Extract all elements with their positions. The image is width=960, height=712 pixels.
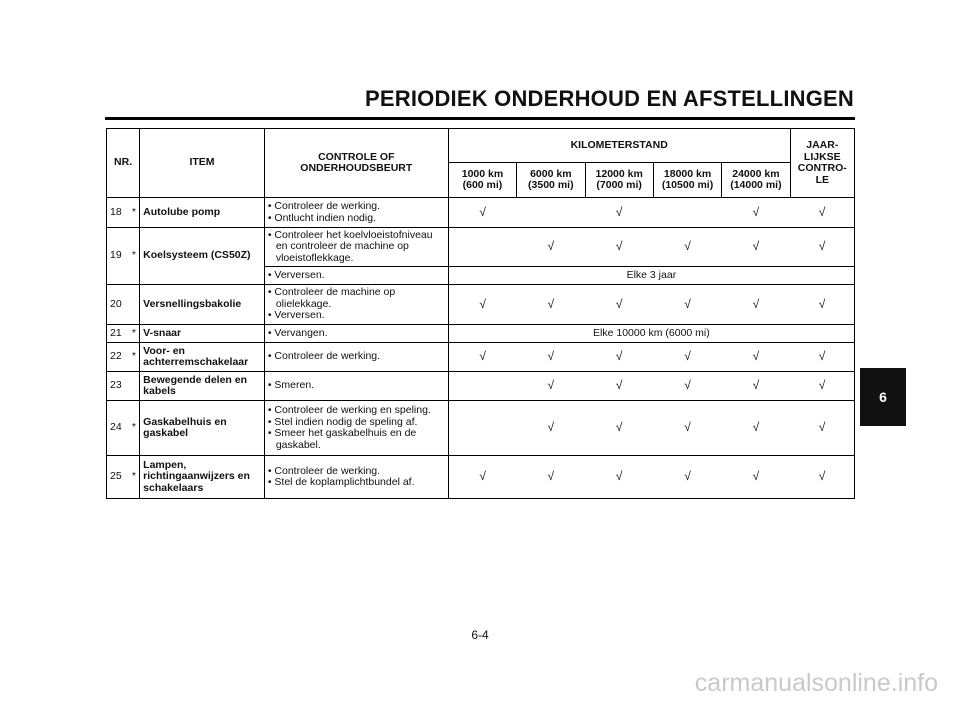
header-jaarlijks: JAAR- LIJKSE CONTRO- LE [790, 129, 854, 198]
header-km-6000: 6000 km (3500 mi) [517, 163, 585, 198]
empty-check-cell [448, 228, 516, 267]
check-mark: √ [790, 198, 854, 228]
empty-check-cell [448, 372, 516, 401]
check-mark: √ [585, 456, 653, 499]
row-number: 19 [107, 228, 129, 285]
table-row [107, 228, 855, 267]
row-star: * [129, 325, 140, 343]
check-mark: √ [517, 401, 585, 456]
header-km-12000: 12000 km (7000 mi) [585, 163, 653, 198]
check-mark: √ [653, 372, 721, 401]
check-mark: √ [653, 343, 721, 372]
check-mark: √ [448, 285, 516, 325]
header-km-18000: 18000 km (10500 mi) [653, 163, 721, 198]
check-mark: √ [517, 285, 585, 325]
row-item: Koelsysteem (CS50Z) [140, 228, 265, 285]
row-controls [264, 198, 448, 228]
row-number: 24 [107, 401, 129, 456]
row-item: Voor- en achterremschakelaar [140, 343, 265, 372]
row-number: 25 [107, 456, 129, 499]
check-mark: √ [517, 456, 585, 499]
control-line: • Vervangen. [267, 326, 328, 339]
row-star: * [129, 456, 140, 499]
watermark: carmanualsonline.info [694, 669, 938, 697]
control-line: • Controleer de machine op olielekkage. [267, 286, 396, 310]
row-controls [264, 456, 448, 499]
maintenance-table-body [107, 198, 855, 499]
check-mark: √ [790, 285, 854, 325]
row-controls [264, 372, 448, 401]
header-nr: NR. [107, 129, 140, 198]
control-line: • Controleer de werking en speling. [267, 404, 431, 416]
maintenance-table [106, 128, 855, 499]
check-mark: √ [585, 285, 653, 325]
row-number: 22 [107, 343, 129, 372]
check-mark: √ [653, 228, 721, 267]
check-mark: √ [722, 372, 790, 401]
header-km-24000: 24000 km (14000 mi) [722, 163, 790, 198]
check-mark: √ [653, 456, 721, 499]
check-mark: √ [653, 401, 721, 456]
chapter-tab: 6 [860, 368, 906, 426]
check-mark: √ [517, 372, 585, 401]
row-controls [264, 401, 448, 456]
control-line: • Controleer de werking. [267, 200, 381, 212]
check-mark: √ [722, 198, 790, 228]
check-mark: √ [790, 228, 854, 267]
header-km-1000: 1000 km (600 mi) [448, 163, 516, 198]
row-star: * [129, 228, 140, 285]
check-mark: √ [585, 228, 653, 267]
empty-check-cell [517, 198, 585, 228]
check-mark: √ [585, 401, 653, 456]
control-line: • Stel indien nodig de speling af. [267, 415, 418, 428]
control-line: • Ontlucht indien nodig. [267, 211, 376, 224]
control-line: • Smeren. [267, 379, 315, 392]
check-mark: √ [585, 372, 653, 401]
row-controls [264, 228, 448, 267]
row-number: 18 [107, 198, 129, 228]
table-row [107, 325, 855, 343]
check-mark: √ [585, 343, 653, 372]
check-mark: √ [448, 456, 516, 499]
row-number: 20 [107, 285, 129, 325]
row-star: * [129, 401, 140, 456]
check-mark: √ [585, 198, 653, 228]
table-row [107, 198, 855, 228]
check-mark: √ [790, 456, 854, 499]
title-rule [105, 117, 855, 120]
row-number: 23 [107, 372, 129, 401]
check-mark: √ [653, 285, 721, 325]
control-line: • Verversen. [267, 268, 325, 281]
control-line: • Stel de koplamplichtbundel af. [267, 476, 415, 488]
check-mark: √ [722, 228, 790, 267]
row-controls [264, 343, 448, 372]
row-item: Gaskabelhuis en gaskabel [140, 401, 265, 456]
row-star [129, 285, 140, 325]
row-controls [264, 267, 448, 285]
row-item: V-snaar [140, 325, 265, 343]
table-row [107, 456, 855, 499]
check-mark: √ [790, 343, 854, 372]
control-line: • Verversen. [267, 309, 325, 322]
interval-text: Elke 10000 km (6000 mi) [448, 325, 854, 343]
check-mark: √ [448, 343, 516, 372]
check-mark: √ [790, 372, 854, 401]
table-row [107, 401, 855, 456]
row-item: Autolube pomp [140, 198, 265, 228]
row-item: Lampen, richtingaanwijzers en schakelaars [140, 456, 265, 499]
table-row [107, 343, 855, 372]
header-item: ITEM [140, 129, 265, 198]
check-mark: √ [722, 456, 790, 499]
table-row [107, 372, 855, 401]
row-star: * [129, 343, 140, 372]
header-kilometerstand: KILOMETERSTAND [448, 129, 790, 163]
row-controls [264, 285, 448, 325]
row-number: 21 [107, 325, 129, 343]
check-mark: √ [722, 401, 790, 456]
check-mark: √ [722, 343, 790, 372]
control-line: • Controleer de werking. [267, 350, 381, 363]
header-controle: CONTROLE OF ONDERHOUDSBEURT [264, 129, 448, 198]
row-star: * [129, 198, 140, 228]
control-line: • Controleer het koelvloeistofniveau en controleer de machine op vloeistoflekkage. [267, 228, 433, 264]
row-star [129, 372, 140, 401]
interval-text: Elke 3 jaar [448, 267, 854, 285]
table-row [107, 285, 855, 325]
check-mark: √ [722, 285, 790, 325]
row-item: Bewegende delen en kabels [140, 372, 265, 401]
empty-check-cell [653, 198, 721, 228]
empty-check-cell [448, 401, 516, 456]
row-item: Versnellingsbakolie [140, 285, 265, 325]
check-mark: √ [517, 343, 585, 372]
check-mark: √ [448, 198, 516, 228]
control-line: • Smeer het gaskabelhuis en de gaskabel. [267, 427, 417, 451]
check-mark: √ [790, 401, 854, 456]
page-number: 6-4 [471, 628, 489, 642]
check-mark: √ [517, 228, 585, 267]
control-line: • Controleer de werking. [267, 464, 381, 477]
row-controls [264, 325, 448, 343]
page-title: PERIODIEK ONDERHOUD EN AFSTELLINGEN [365, 86, 854, 111]
